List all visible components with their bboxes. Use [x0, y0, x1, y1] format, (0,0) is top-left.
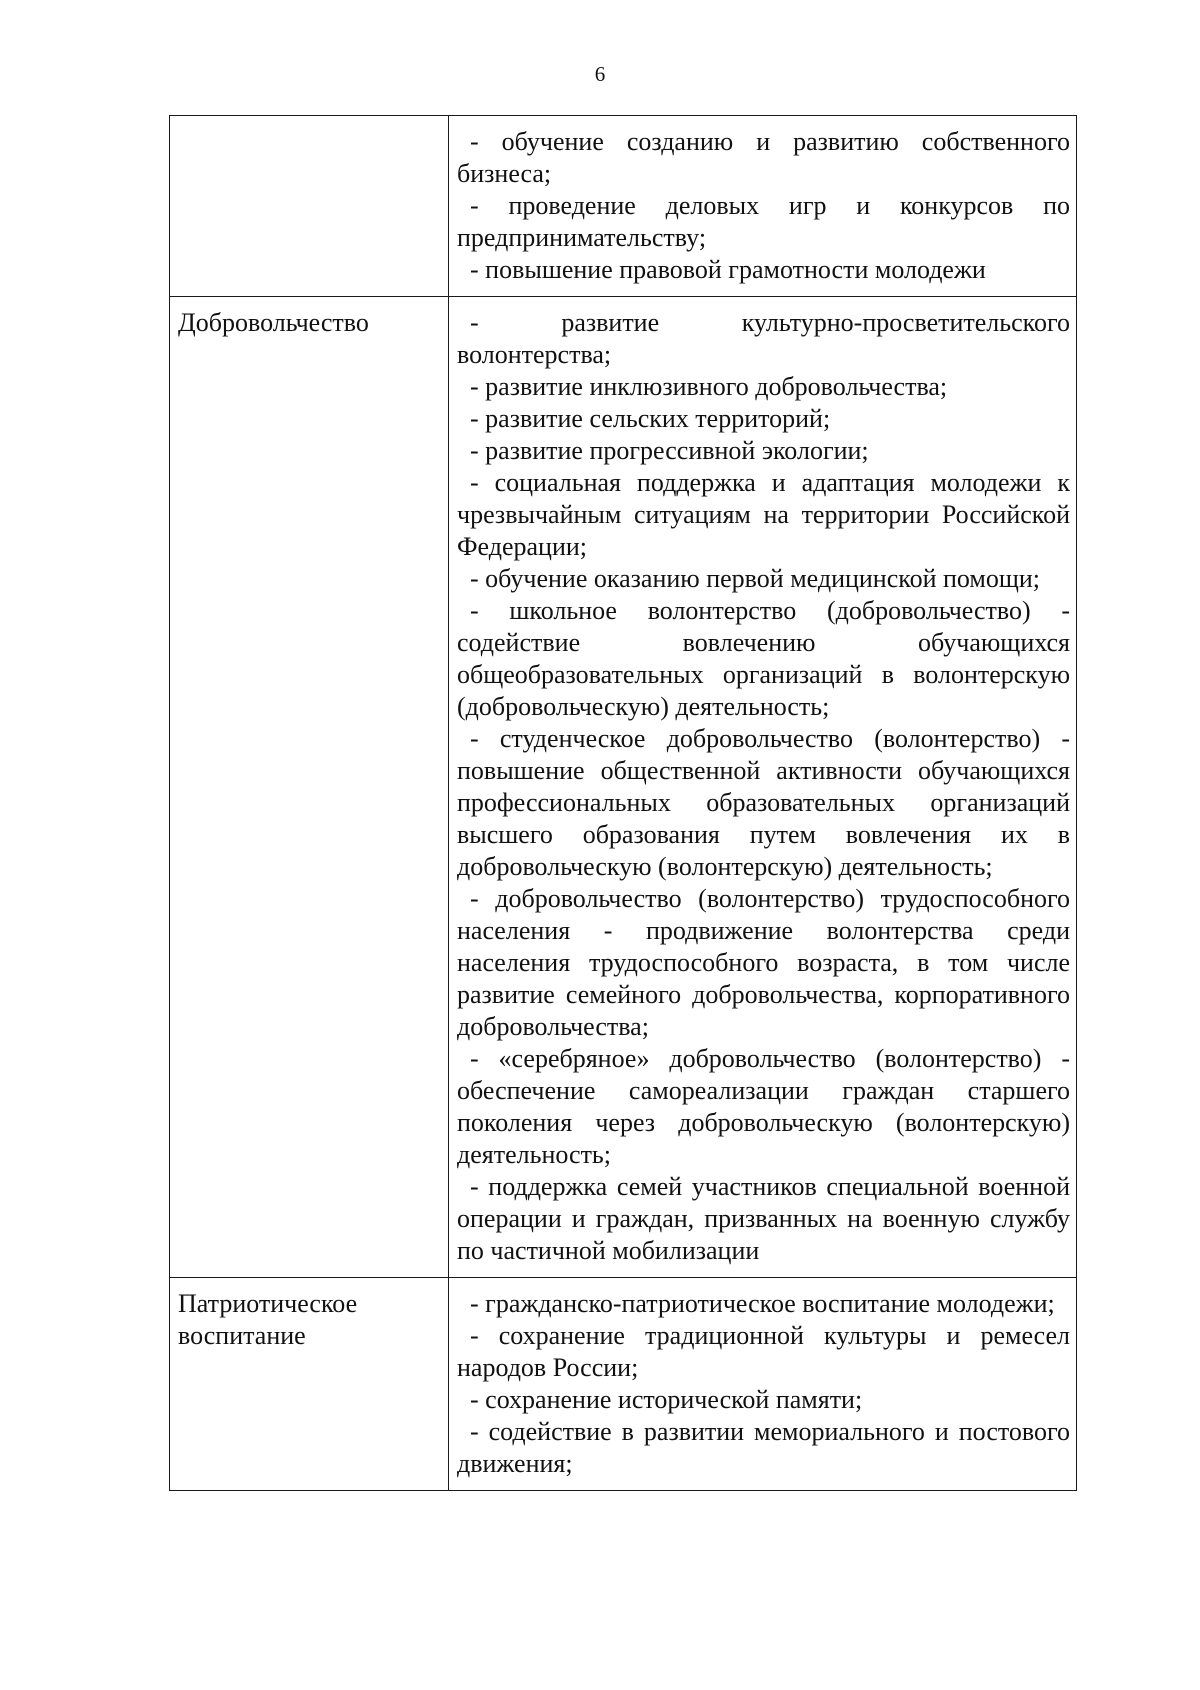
- category-cell: Патриотическое воспитание: [170, 1278, 449, 1491]
- list-item: - развитие сельских территорий;: [470, 404, 831, 433]
- list-item: - сохранение исторической памяти;: [470, 1385, 863, 1414]
- table-row: [170, 297, 1077, 1278]
- items-cell: [449, 297, 1077, 1278]
- category-cell: Добровольчество: [170, 297, 449, 1278]
- list-item: - развитие культурно-просветительского волонтерства;: [457, 308, 1070, 369]
- list-item: - развитие прогрессивной экологии;: [470, 436, 869, 465]
- list-item: - «серебряное» добровольчество (волонтерство) - обеспечение самореализации граждан старшего поколения через добровольческую (волонтерскую) деятельность;: [457, 1044, 1070, 1169]
- list-item: - повышение правовой грамотности молодежи: [470, 255, 986, 284]
- list-item: - содействие в развитии мемориального и постового движения;: [457, 1417, 1070, 1478]
- list-item: - поддержка семей участников специальной военной операции и граждан, призванных на военную службу по частичной мобилизации: [457, 1172, 1070, 1265]
- list-item: - гражданско-патриотическое воспитание молодежи;: [470, 1289, 1055, 1318]
- page-number: 6: [594, 62, 606, 86]
- list-item: - студенческое добровольчество (волонтерство) - повышение общественной активности обучающихся профессиональных образовательных организаций высшего образования путем вовлечения их в добровольческую (волонтерскую) деятельность;: [457, 724, 1070, 881]
- table-row: [170, 1278, 1077, 1491]
- list-item: - проведение деловых игр и конкурсов по предпринимательству;: [457, 191, 1070, 252]
- items-cell: [449, 1278, 1077, 1491]
- category-cell: [170, 116, 449, 297]
- list-item: - школьное волонтерство (добровольчество) - содействие вовлечению обучающихся общеобразовательных организаций в волонтерскую (добровольческую) деятельность;: [457, 596, 1070, 721]
- list-item: - сохранение традиционной культуры и ремесел народов России;: [457, 1321, 1070, 1382]
- directions-table: [169, 115, 1077, 1491]
- list-item: - обучение оказанию первой медицинской помощи;: [470, 564, 1041, 593]
- table-row: [170, 116, 1077, 297]
- list-item: - добровольчество (волонтерство) трудоспособного населения - продвижение волонтерства среди населения трудоспособного возраста, в том числе развитие семейного добровольчества, корпоративного добровольчества;: [457, 884, 1070, 1041]
- items-cell: [449, 116, 1077, 297]
- list-item: - социальная поддержка и адаптация молодежи к чрезвычайным ситуациям на территории Российской Федерации;: [457, 468, 1070, 561]
- list-item: - обучение созданию и развитию собственного бизнеса;: [457, 127, 1070, 188]
- list-item: - развитие инклюзивного добровольчества;: [470, 372, 948, 401]
